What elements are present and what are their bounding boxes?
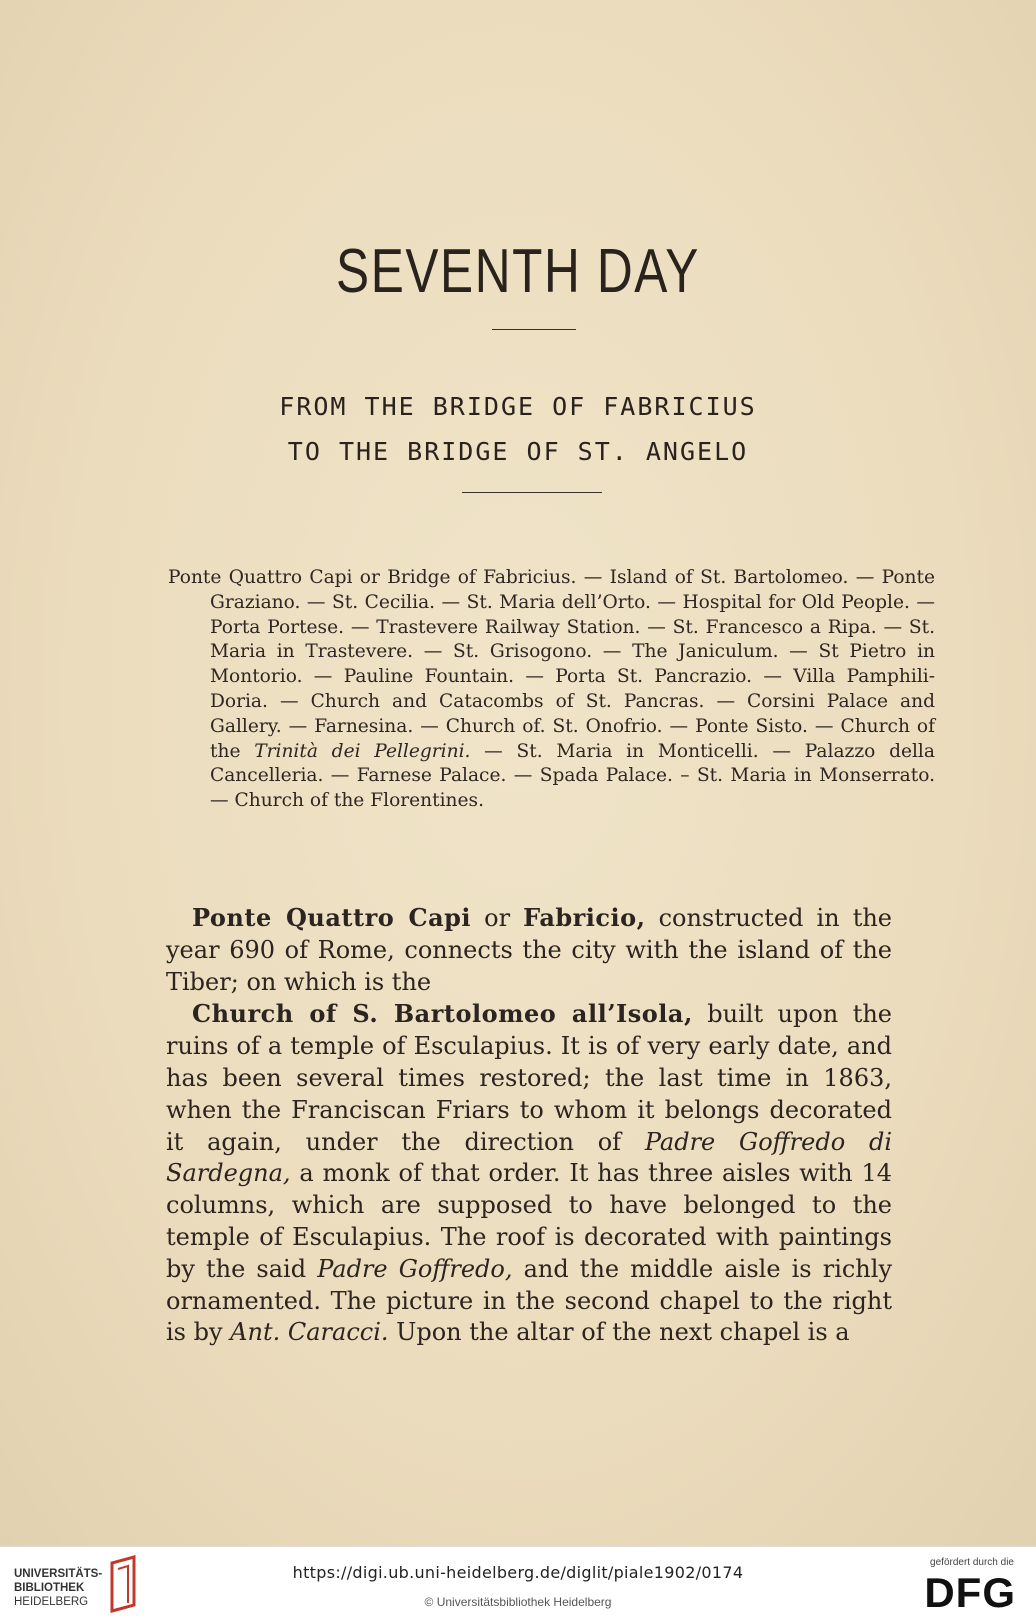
- summary-text-1: Ponte Quattro Capi or Bridge of Fabricius. — Island of St. Bartolomeo. — Ponte Graziano. — St. Cecilia. — St. Maria dell’Orto. — Hospital for Old People. — Porta Portese. — Trastevere Railway Station. — St. Francesco a Ripa. — St. Maria in Trastevere. — St. Grisogono. — The Janiculum. — St Pietro in Montorio. — Pauline Fountain. — Porta St. Pancrazio. — Villa Pamphili-Doria. — Church and Catacombs of St. Pancras. — Corsini Palace and Gallery. — Farnesina. — Church of. St. Onofrio. — Ponte Sisto. — Church of the: [168, 567, 935, 762]
- subtitle-divider: [462, 492, 602, 493]
- paragraph-church-text-3: and the middle aisle is richly ornamented. The picture in the second chapel to the right is by: [166, 1254, 892, 1347]
- logo-line-3: HEIDELBERG: [14, 1596, 89, 1608]
- summary-text-2: — St. Maria in Monticelli. — Palazzo della Cancelleria. — Farnese Palace. — Spada Palace. – St. Maria in Monserrato. — Church of the Florentines.: [210, 740, 935, 812]
- title-divider: [492, 329, 576, 330]
- text-or: or: [471, 904, 524, 932]
- paragraph-church-text-1: built upon the ruins of a temple of Esculapius. It is of very early date, and has been several times restored; the last time in 1863, when the Franciscan Friars to whom it belongs decorated it again, under the direction of: [166, 1000, 892, 1156]
- italic-padre-goffredo: Padre Goffredo,: [317, 1254, 513, 1283]
- subtitle-line-1: FROM THE BRIDGE OF FABRICIUS: [279, 392, 757, 421]
- paragraph-ponte-text: constructed in the year 690 of Rome, connects the city with the island of the Tiber; on which is the: [166, 904, 892, 996]
- viewer-footer: [0, 1546, 1036, 1623]
- body-text: [166, 902, 892, 1349]
- chapter-summary: [168, 566, 935, 814]
- logo-line-1: UNIVERSITÄTS-: [14, 1568, 103, 1580]
- paragraph-church-text-4: Upon the altar of the next chapel is a: [388, 1318, 850, 1347]
- heading-fabricio: Fabricio,: [523, 903, 646, 932]
- subtitle-line-2: TO THE BRIDGE OF ST. ANGELO: [287, 437, 749, 466]
- heading-church-s-bartolomeo: Church of S. Bartolomeo all’Isola,: [192, 999, 693, 1029]
- logo-line-2: BIBLIOTHEK: [14, 1582, 85, 1594]
- paragraph-ponte: [166, 902, 892, 998]
- permalink-url[interactable]: https://digi.ub.uni-heidelberg.de/diglit/piale1902/0174: [292, 1563, 744, 1582]
- summary-italic: Trinità dei Pellegrini.: [254, 740, 471, 762]
- copyright-notice: © Universitätsbibliothek Heidelberg: [424, 1595, 612, 1609]
- heading-ponte-quattro-capi: Ponte Quattro Capi: [192, 903, 472, 932]
- page-title: SEVENTH DAY: [336, 237, 700, 306]
- paragraph-church-text-2: a monk of that order. It has three aisles with 14 columns, which are supposed to have belonged to the temple of Esculapius. The roof is decorated with paintings by the said: [166, 1159, 892, 1283]
- italic-ant-caracci: Ant. Caracci.: [230, 1318, 389, 1347]
- italic-padre-goffredo-di-sardegna: Padre Goffredo di Sardegna,: [166, 1127, 892, 1188]
- funding-note: gefördert durch die: [930, 1557, 1014, 1568]
- paragraph-church: [166, 998, 892, 1349]
- dfg-logo[interactable]: DFG: [924, 1569, 1016, 1616]
